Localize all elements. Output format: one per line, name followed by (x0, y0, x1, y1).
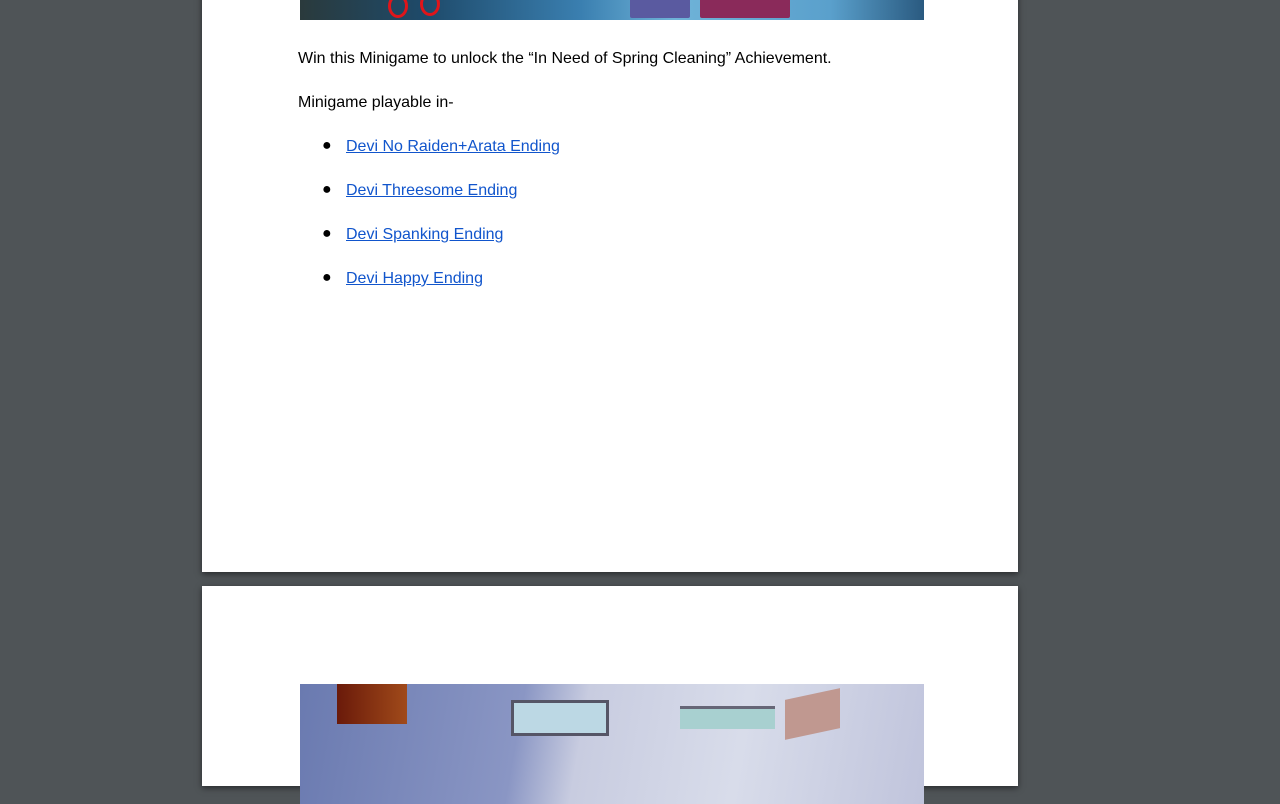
bullet: ● (322, 225, 332, 242)
link-devi-no-raiden-arata-ending[interactable]: Devi No Raiden+Arata Ending (346, 138, 560, 155)
pdf-page (202, 0, 1018, 572)
achievement-text: Win this Minigame to unlock the “In Need of Spring Cleaning” Achievement. (298, 50, 832, 67)
link-devi-spanking-ending[interactable]: Devi Spanking Ending (346, 226, 504, 243)
bullet: ● (322, 181, 332, 198)
room-scene-image (300, 684, 924, 804)
playable-label: Minigame playable in- (298, 94, 454, 111)
minigame-screenshot-image (300, 0, 924, 20)
link-devi-threesome-ending[interactable]: Devi Threesome Ending (346, 182, 518, 199)
bullet: ● (322, 137, 332, 154)
link-devi-happy-ending[interactable]: Devi Happy Ending (346, 270, 483, 287)
bullet: ● (322, 269, 332, 286)
pdf-page (202, 586, 1018, 786)
